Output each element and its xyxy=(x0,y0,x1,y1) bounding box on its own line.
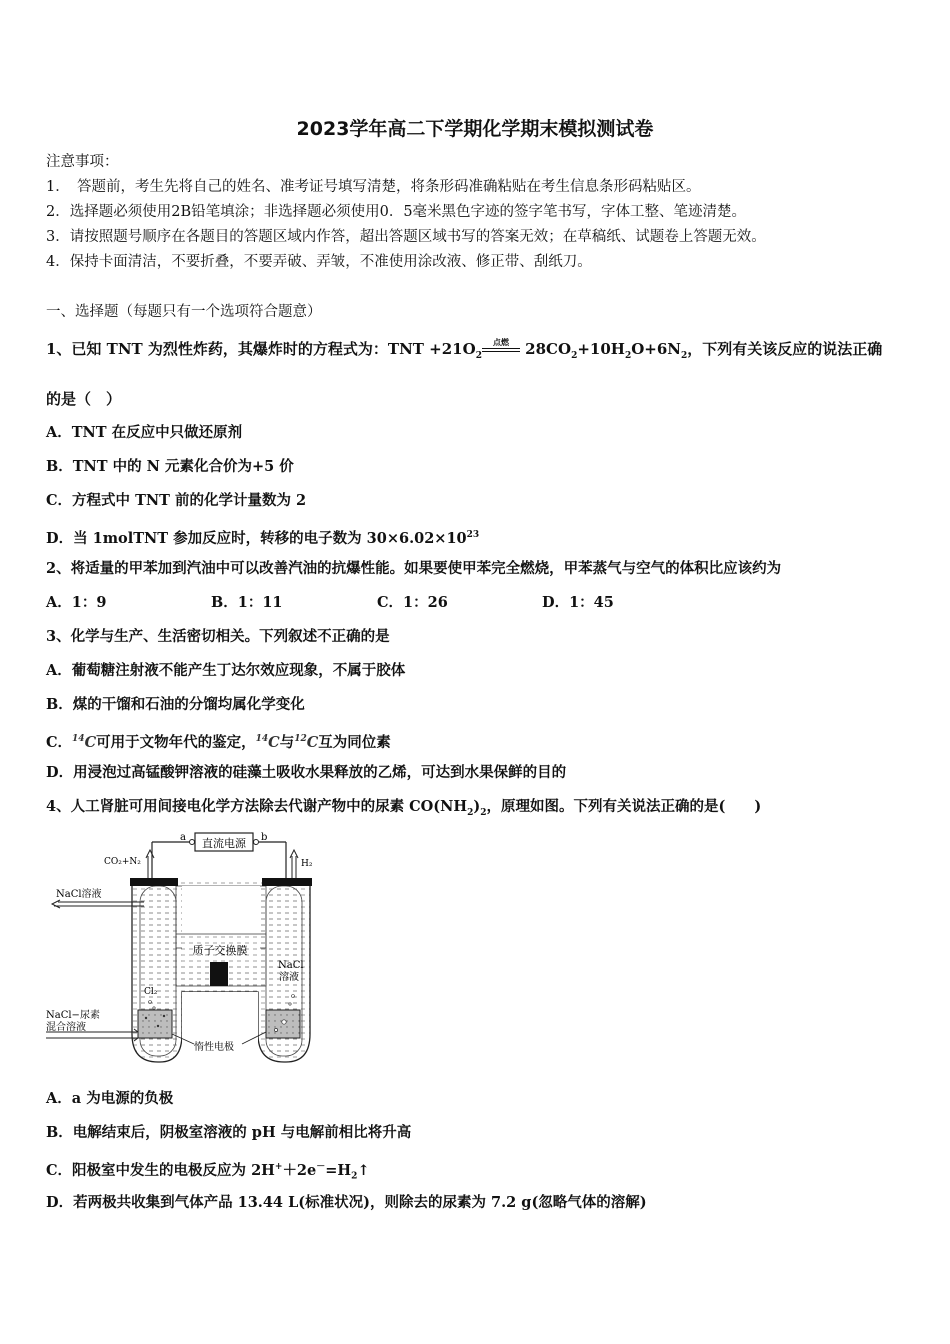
proton-exchange-membrane xyxy=(210,962,228,986)
terminal-a xyxy=(190,840,195,845)
q3-stem: 3、化学与生产、生活密切相关。下列叙述不正确的是 xyxy=(46,628,390,645)
label-b: b xyxy=(261,832,268,843)
q2-option-c[interactable]: C．1：26 xyxy=(377,594,448,611)
electrolysis-diagram xyxy=(44,826,334,1076)
right-gas-label: H₂ xyxy=(301,859,313,869)
q3-option-a[interactable]: A．葡萄糖注射液不能产生丁达尔效应现象，不属于胶体 xyxy=(46,662,406,679)
notice-item-1: 1． 答题前，考生先将自己的姓名、准考证号填写清楚，将条形码准确粘贴在考生信息条形码粘贴区。 xyxy=(46,179,701,195)
notice-heading: 注意事项： xyxy=(46,154,119,170)
cl2-label: Cl₂ xyxy=(144,987,158,997)
q3-option-d[interactable]: D．用浸泡过高锰酸钾溶液的硅藻土吸收水果释放的乙烯，可达到水果保鲜的目的 xyxy=(46,764,567,781)
q4-option-b[interactable]: B．电解结束后，阴极室溶液的 pH 与电解前相比将升高 xyxy=(46,1124,412,1141)
label-a: a xyxy=(180,832,186,843)
terminal-b xyxy=(254,840,259,845)
q4-option-a[interactable]: A．a 为电源的负极 xyxy=(46,1090,174,1107)
q3-option-b[interactable]: B．煤的干馏和石油的分馏均属化学变化 xyxy=(46,696,305,713)
q2-option-d[interactable]: D．1：45 xyxy=(542,594,614,611)
carbon-12-isotope: $^{12}$C xyxy=(294,733,319,751)
mix-label-1: NaCl−尿素 xyxy=(46,1010,100,1021)
q1-option-d[interactable]: D．当 1molTNT 参加反应时，转移的电子数为 $30\times 6.02\times 10^{23}$ xyxy=(46,529,480,547)
notice-item-3: 3．请按照题号顺序在各题目的答题区域内作答，超出答题区域书写的答案无效；在草稿纸、试题卷上答题无效。 xyxy=(46,229,766,245)
mix-label-2: 混合溶液 xyxy=(46,1022,86,1033)
q1-option-a[interactable]: A．TNT 在反应中只做还原剂 xyxy=(46,424,243,441)
electrode-label: 惰性电极 xyxy=(194,1042,234,1053)
section-heading: 一、选择题（每题只有一个选项符合题意） xyxy=(46,304,322,320)
reaction-condition-arrow: 点燃 xyxy=(482,342,520,358)
anode-electrode xyxy=(138,1010,172,1038)
q1-option-b[interactable]: B．TNT 中的 N 元素化合价为+5 价 xyxy=(46,458,294,475)
q4-option-d[interactable]: D．若两极共收集到气体产品 13.44 L(标准状况)，则除去的尿素为 7.2 g(忽略气体的溶解) xyxy=(46,1194,647,1211)
q4-option-c[interactable]: C．阳极室中发生的电极反应为 $2H^++2e^-=H_2↑$ xyxy=(46,1161,370,1182)
membrane-label: 质子交换膜 xyxy=(192,944,248,957)
page-title: 2023学年高二下学期化学期末模拟测试卷 xyxy=(296,118,654,140)
q2-option-b[interactable]: B．1：11 xyxy=(211,594,283,611)
q2-option-a[interactable]: A．1：9 xyxy=(46,594,107,611)
nacl-right-label-1: NaCl xyxy=(278,960,304,971)
notice-item-4: 4．保持卡面清洁，不要折叠，不要弄破、弄皱，不准使用涂改液、修正带、刮纸刀。 xyxy=(46,254,592,270)
carbon-14-isotope-2: $^{14}$C xyxy=(255,733,280,751)
left-gas-label: CO₂+N₂ xyxy=(104,857,141,867)
q2-stem: 2、将适量的甲苯加到汽油中可以改善汽油的抗爆性能。如果要使甲苯完全燃烧，甲苯蒸气与空气的体积比应该约为 xyxy=(46,560,782,577)
q3-option-c[interactable]: C．$^{14}$C可用于文物年代的鉴定，$^{14}$C与$^{12}$C互为同位素 xyxy=(46,733,391,751)
q1-stem-tail: 的是（ ） xyxy=(46,390,122,408)
q1-stem: 1、已知 TNT 为烈性炸药，其爆炸时的方程式为：TNT $+21O_2$ 点燃 $28CO_2+10H_2O+6N_2$，下列有关该反应的说法正确 xyxy=(46,337,883,361)
q1-option-c[interactable]: C．方程式中 TNT 前的化学计量数为 2 xyxy=(46,492,307,509)
right-cap xyxy=(262,878,312,886)
power-label: 直流电源 xyxy=(202,837,246,850)
carbon-14-isotope: $^{14}$C xyxy=(72,733,97,751)
left-cap xyxy=(130,878,178,886)
notice-item-2: 2．选择题必须使用2B铅笔填涂；非选择题必须使用0．5毫米黑色字迹的签字笔书写，字体工整、笔迹清楚。 xyxy=(46,204,747,220)
nacl-out-label: NaCl溶液 xyxy=(56,889,102,900)
q4-stem: 4、人工肾脏可用间接电化学方法除去代谢产物中的尿素 $CO(NH_2)_2$，原理如图。下列有关说法正确的是( ) xyxy=(46,798,762,818)
nacl-right-label-2: 溶液 xyxy=(279,972,299,983)
